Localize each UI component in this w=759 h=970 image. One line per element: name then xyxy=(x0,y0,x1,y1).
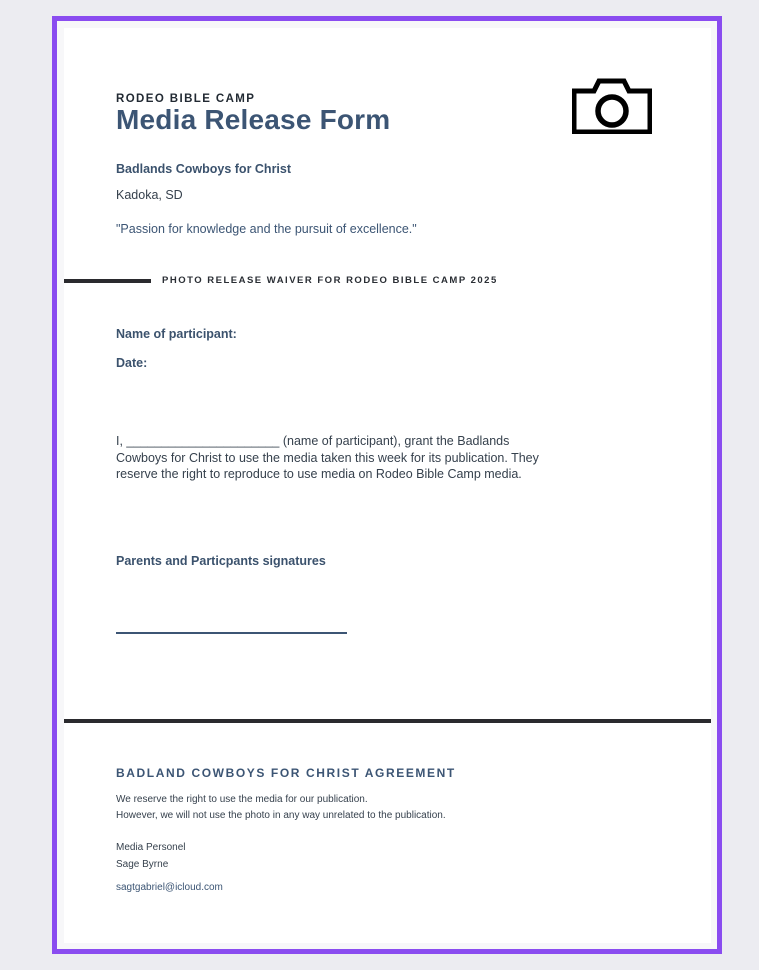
participant-name-label: Name of participant: xyxy=(116,327,237,341)
contact-email: sagtgabriel@icloud.com xyxy=(116,882,223,893)
agreement-line-2: However, we will not use the photo in any way unrelated to the publication. xyxy=(116,810,446,821)
section-divider xyxy=(64,279,151,283)
contact-name: Sage Byrne xyxy=(116,859,169,870)
organization-motto: "Passion for knowledge and the pursuit of excellence." xyxy=(116,222,417,236)
agreement-heading: BADLAND COWBOYS FOR CHRIST AGREEMENT xyxy=(116,766,456,780)
date-label: Date: xyxy=(116,356,148,370)
camera-icon xyxy=(572,78,652,134)
section-heading: PHOTO RELEASE WAIVER FOR RODEO BIBLE CAMP 2025 xyxy=(162,275,498,286)
agreement-line-1: We reserve the right to use the media for our publication. xyxy=(116,794,368,805)
footer-divider xyxy=(64,719,711,723)
contact-role: Media Personel xyxy=(116,842,186,853)
organization-name: Badlands Cowboys for Christ xyxy=(116,162,292,176)
signature-label: Parents and Particpants signatures xyxy=(116,554,326,568)
signature-line xyxy=(116,632,347,634)
release-statement: I, ______________________ (name of participant), grant the Badlands Cowboys for Christ to use the media taken this week for its publication. They reserve the right to reproduce to use media on Rodeo Bible Camp media. xyxy=(116,434,539,481)
organization-location: Kadoka, SD xyxy=(116,188,183,202)
page-title: Media Release Form xyxy=(116,104,391,135)
org-caption: RODEO BIBLE CAMP xyxy=(116,93,256,105)
